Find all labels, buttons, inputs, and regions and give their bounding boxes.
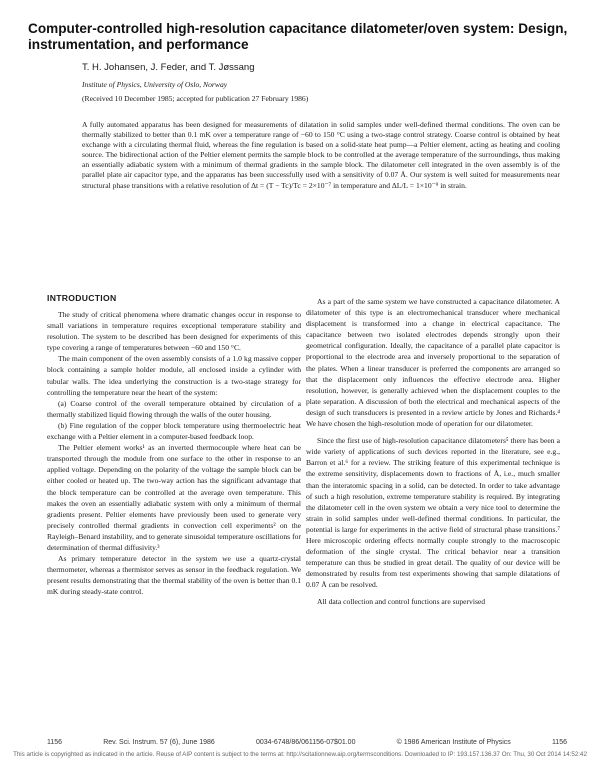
list-item: (a) Coarse control of the overall temperature obtained by circulation of a thermally stabilized liquid flowing through the walls of the outer housing. [47,398,301,419]
paragraph: As a part of the same system we have constructed a capacitance dilatometer. A dilatometer of this type is an electromechanical transducer where mechanical displacement is transformed into a change in electrical capacitance. The capacitance between two isolated electrodes depends strongly upon their geometrical configuration. Ideally, the capacitance of a parallel plate capacitor is proportional to the electrode area and inversely proportional to the separation of the plates. When a linear transducer is preferred the components are arranged so that the displacement only influences the effective electrode area. Higher resolution, however, is generally achieved when the displacement couples to the plate separation. A discussion of both the electrical and mechanical aspects of the design of such transducers is presented in a review article by Jones and Richards.⁴ We have chosen the high-resolution mode of operation for our dilatometer. [306,297,560,429]
paragraph: As primary temperature detector in the system we use a quartz-crystal thermometer, whereas a thermistor serves as sensor in the feedback regulation. We present results demonstrating that the thermal stability of the oven is better than 0.1 mK during steady-state control. [47,554,301,597]
right-column [306,296,560,608]
paragraph: The Peltier element works¹ as an inverted thermocouple where heat can be transported through the module from one surface to the other in response to an applied voltage. Depending on the polarity of the voltage the sample block can be either cooled or heated up. The two-way action has the significant advantage that the block temperature can be controlled at the average oven temperature. This makes the oven an essentially adiabatic system with only a minimum of thermal gradients present. Peltier elements have previously been used to generate very precisely controlled thermal gradients in convection cell experiments² on the Rayleigh–Benard instability, and to generate sinusoidal temperature oscillations for determination of thermal diffusivity.³ [47,443,301,552]
page-number-right: 1156 [551,739,567,746]
page-footer [47,739,567,746]
left-column [47,309,301,597]
list-item: (b) Fine regulation of the copper block temperature using thermoelectric heat exchange with a Peltier element in a computer-based feedback loop. [47,420,301,442]
page-number-left: 1156 [47,739,63,746]
article-title: Computer-controlled high-resolution capacitance dilatometer/oven system: Design, instrumentation, and performance [28,21,568,52]
author-list: T. H. Johansen, J. Feder, and T. Jøssang [82,62,255,73]
journal-citation: Rev. Sci. Instrum. 57 (6), June 1986 [103,739,215,746]
copyright-notice: © 1986 American Institute of Physics [396,739,511,746]
affiliation: Institute of Physics, University of Oslo, Norway [82,80,228,89]
article-code: 0034-6748/86/061156-07$01.00 [255,739,356,746]
received-date: (Received 10 December 1985; accepted for publication 27 February 1986) [82,94,309,103]
abstract: A fully automated apparatus has been designed for measurements of dilatation in solid samples under well-defined thermal conditions. The oven can be thermally stabilized to better than 0.1 mK over a temperature range of −60 to 150 °C using a two-stage control strategy. Coarse control is obtained by heat exchange with a circulating thermal fluid, whereas the fine regulation is based on a solid-state heat pump—a Peltier element, acting as heating and cooling source. The bidirectional action of the Peltier element permits the sample block to be controlled at the average temperature of the surroundings, thus making an essentially adiabatic system with a minimum of thermal gradients in the sample block. The dilatometer cell integrated in the oven assembly is of the parallel plate air capacitor type, and the apparatus has been successfully used with a sensitivity of 0.07 Å. Our system is well suited for measurements near structural phase transitions with a relative resolution of Δt = (T − Tc)/Tc = 2×10⁻⁷ in temperature and ΔL/L = 1×10⁻⁹ in strain. [82,120,560,190]
section-heading-introduction: INTRODUCTION [47,293,117,303]
paragraph: The study of critical phenomena where dramatic changes occur in response to small variations in temperature requires exceptional temperature stability and resolution. The system to be described has been designed for experiments of this type covering a range of temperatures between −60 and 150 °C. [47,310,301,353]
paragraph: The main component of the oven assembly consists of a 1.0 kg massive copper block containing a sample holder module, all enclosed inside a cylinder with tubular walls. The idea underlying the construction is a two-stage strategy for controlling the temperature near the heart of the system: [47,354,301,397]
paragraph: All data collection and control functions are supervised [317,597,486,607]
paragraph: Since the first use of high-resolution capacitance dilatometers⁵ there has been a wide variety of applications of such devices reported in the literature, see e.g., Barron et al.⁶ for a review. The striking feature of this experimental technique is the extreme sensitivity, displacements down to fractions of Å, i.e., much smaller than the interatomic spacing in a solid, can be detected. In order to take advantage of such a high resolution, extreme temperature stability is required. By integrating the dilatometer cell in the oven system we obtain a very nice tool to determine the strain in solid samples under well-defined thermal conditions. In particular, the potential is large for experiments in the active field of structural phase transitions.⁷ Here microscopic ordering effects normally couple strongly to the macroscopic deformation of the single crystal. The critical behavior near a transition temperature can thus be studied in great detail. The quality of our device will be demonstrated by results from test experiments showing that sample dilatations of 0.07 Å can be resolved. [306,436,560,590]
download-notice: This article is copyrighted as indicated in the article. Reuse of AIP content is subject to the terms at: http://scitationnew.aip.org/termsconditions. Downloaded to IP: 193.157.136.37 On: Thu, 30 Oct 2014 14:52:42 [13,751,587,758]
